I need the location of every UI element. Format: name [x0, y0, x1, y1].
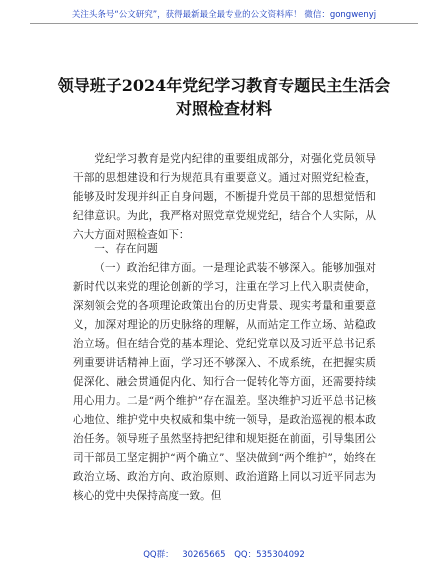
section-heading: 一、存在问题 [94, 243, 158, 255]
section-body-text: （一）政治纪律方面。一是理论武装不够深入。能够加强对新时代以来党的理论创新的学习，注重在学习上代入职责使命，深刻领会党的各项理论政策出台的历史背景、现实考量和重要意义，加深对理论的历史脉络的理解，从而站定工作立场、站稳政治立场。但在结合党的基本理论、党纪党章以及习近平总书记系列重要讲话精神上面，学习还不够深入、不成系统，在把握实质促深化、融会贯通促内化、知行合一促转化等方面，还需要持续用心用力。二是“两个维护”存在温差。坚决维护习近平总书记核心地位、维护党中央权威和集中统一领导，是政治巡视的根本政治任务。领导班子虽然坚持把纪律和规矩挺在前面，引导集团公司干部员工坚定拥护“两个确立”、坚决做到“两个维护”，始终在政治立场、政治方向、政治原则、政治道路上同以习近平同志为核心的党中央保持高度一致。但 [73, 262, 376, 502]
intro-paragraph [73, 150, 376, 245]
header-promo-note: 关注头条号“公文研究”，获得最新最全最专业的公文资料库！ 微信：gongwenyj [71, 10, 377, 20]
intro-text: 党纪学习教育是党内纪律的重要组成部分，对强化党员领导干部的思想建设和行为规范具有重要意义。通过对照党纪检查，能够及时发现并纠正自身问题，不断提升党员干部的思想觉悟和纪律意识。为此，我严格对照党章党规党纪，结合个人实际，从六大方面对照检查如下： [73, 153, 376, 241]
section-body-paragraph [73, 259, 376, 506]
header-divider [30, 23, 418, 24]
title-line-1: 领导班子2024年党纪学习教育专题民主生活会 [57, 76, 391, 95]
document-title [0, 74, 448, 120]
title-line-2: 对照检查材料 [175, 99, 272, 118]
footer-contact-note: QQ群： 30265665 QQ：535304092 [143, 550, 305, 560]
